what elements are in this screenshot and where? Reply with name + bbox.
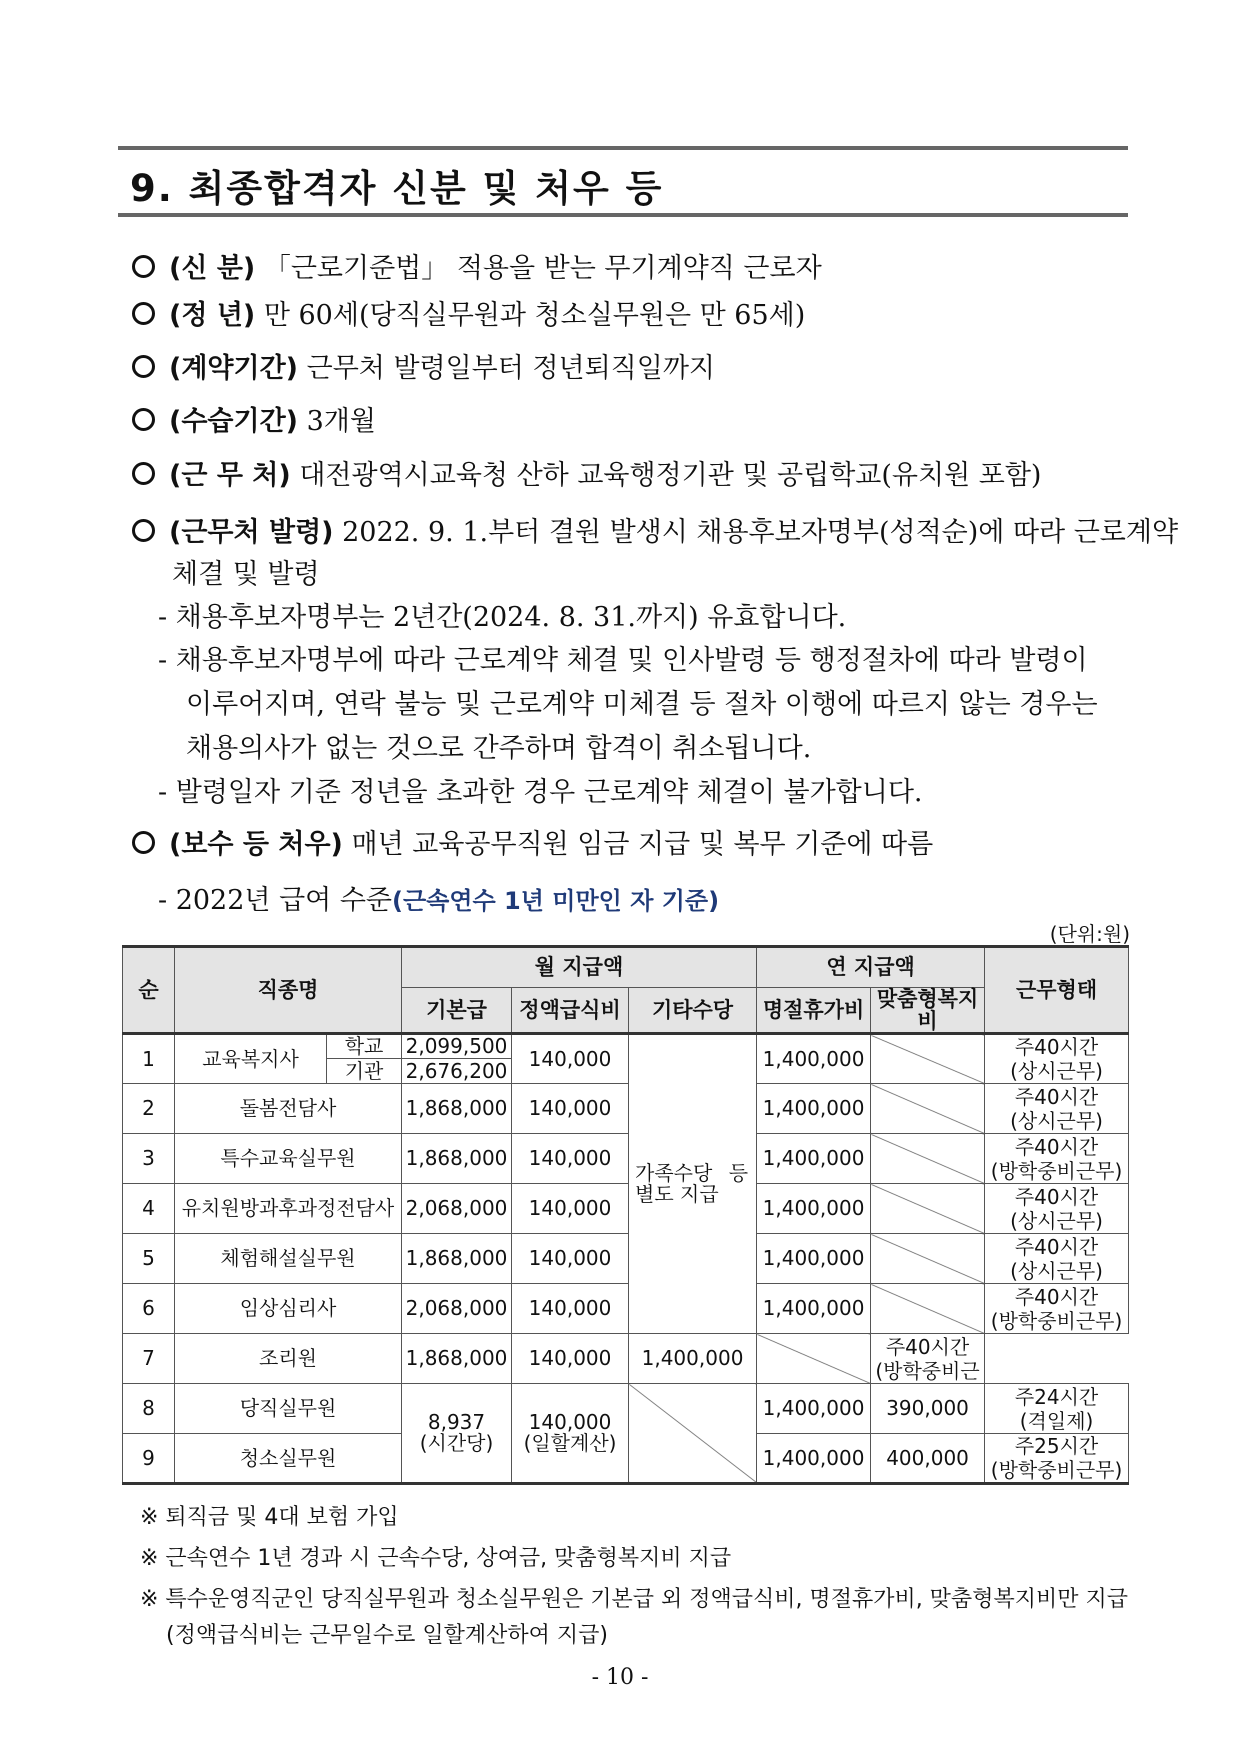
circle-bullet-icon (132, 462, 155, 485)
cell-no: 8 (123, 1384, 175, 1434)
header-meal: 정액급식비 (512, 988, 629, 1034)
cell-no: 6 (123, 1284, 175, 1334)
cell-job: 체험해설실무원 (175, 1234, 402, 1284)
cell-meal: 140,000 (512, 1234, 629, 1284)
cell-holiday: 1,400,000 (757, 1284, 871, 1334)
cell-no: 1 (123, 1034, 175, 1084)
cell-work: 주40시간 (방학중비근무) (985, 1134, 1129, 1184)
cell-meal: 140,000 (512, 1084, 629, 1134)
cell-other-allowance: 가족수당 등 별도 지급 (629, 1034, 757, 1334)
cell-no: 2 (123, 1084, 175, 1134)
cell-base: 2,068,000 (402, 1184, 512, 1234)
cell-meal: 140,000 (512, 1134, 629, 1184)
cell-meal: 140,000 (512, 1034, 629, 1084)
cell-base: 1,868,000 (402, 1234, 512, 1284)
cell-job: 조리원 (175, 1334, 402, 1384)
bullet-procedure-line3: 채용의사가 없는 것으로 간주하며 합격이 취소됩니다. (186, 733, 812, 764)
cell-base-shared: 8,937 (시간당) (402, 1384, 512, 1484)
cell-no: 4 (123, 1184, 175, 1234)
table-row (123, 1134, 1129, 1184)
cell-job: 교육복지사 (175, 1034, 327, 1084)
cell-job: 돌봄전담사 (175, 1084, 402, 1134)
cell-holiday: 1,400,000 (757, 1084, 871, 1134)
cell-welfare-empty (871, 1284, 985, 1334)
item-contract-period: (계약기간) 근무처 발령일부터 정년퇴직일까지 (132, 346, 715, 385)
item-probation: (수습기간) 3개월 (132, 399, 376, 438)
cell-no: 9 (123, 1434, 175, 1484)
cell-welfare-empty (871, 1184, 985, 1234)
item-status: (신 분) 「근로기준법」 적용을 받는 무기계약직 근로자 (132, 246, 822, 285)
header-other: 기타수당 (629, 988, 757, 1034)
cell-holiday: 1,400,000 (757, 1434, 871, 1484)
bullet-procedure-line2: 이루어지며, 연락 불능 및 근로계약 미체결 등 절차 이행에 따르지 않는 경우는 (186, 689, 1098, 720)
cell-base: 2,676,200 (402, 1059, 512, 1084)
note-special-cont: (정액급식비는 근무일수로 일할계산하여 지급) (166, 1623, 608, 1648)
item-appointment-cont: 체결 및 발령 (172, 559, 320, 590)
cell-sub: 기관 (327, 1059, 402, 1084)
cell-work: 주40시간 (방학중비근 (871, 1334, 985, 1384)
cell-no: 3 (123, 1134, 175, 1184)
cell-welfare-empty (757, 1334, 871, 1384)
cell-holiday: 1,400,000 (757, 1184, 871, 1234)
note-seniority: ※ 근속연수 1년 경과 시 근속수당, 상여금, 맞춤형복지비 지급 (140, 1546, 732, 1571)
section-bottom-rule (118, 213, 1128, 217)
cell-job: 유치원방과후과정전담사 (175, 1184, 402, 1234)
circle-bullet-icon (132, 408, 155, 431)
note-retirement: ※ 퇴직금 및 4대 보험 가입 (140, 1505, 399, 1530)
cell-welfare-empty (871, 1084, 985, 1134)
table-row (123, 1284, 1129, 1334)
section-title: 9. 최종합격자 신분 및 처우 등 (130, 167, 664, 210)
cell-work: 주40시간 (상시근무) (985, 1234, 1129, 1284)
header-monthly: 월 지급액 (402, 947, 757, 988)
cell-work: 주40시간 (상시근무) (985, 1034, 1129, 1084)
cell-meal: 140,000 (512, 1334, 629, 1384)
header-work: 근무형태 (985, 947, 1129, 1034)
circle-bullet-icon (132, 255, 155, 278)
cell-welfare-empty (871, 1234, 985, 1284)
cell-welfare-empty (871, 1134, 985, 1184)
cell-welfare: 390,000 (871, 1384, 985, 1434)
item-retirement: (정 년) 만 60세(당직실무원과 청소실무원은 만 65세) (132, 293, 805, 332)
cell-holiday: 1,400,000 (757, 1384, 871, 1434)
cell-holiday: 1,400,000 (757, 1234, 871, 1284)
item-workplace: (근 무 처) 대전광역시교육청 산하 교육행정기관 및 공립학교(유치원 포함) (132, 453, 1041, 492)
cell-work: 주40시간 (상시근무) (985, 1084, 1129, 1134)
table-row (123, 1184, 1129, 1234)
cell-sub: 학교 (327, 1034, 402, 1059)
cell-work: 주40시간 (방학중비근무) (985, 1284, 1129, 1334)
bullet-age-limit: - 발령일자 기준 정년을 초과한 경우 근로계약 체결이 불가합니다. (158, 777, 923, 808)
note-special: ※ 특수운영직군인 당직실무원과 청소실무원은 기본급 외 정액급식비, 명절휴가비, 맞춤형복지비만 지급 (140, 1587, 1128, 1612)
item-pay: (보수 등 처우) 매년 교육공무직원 임금 지급 및 복무 기준에 따름 (132, 822, 933, 861)
header-welfare: 맞춤형복지비 (871, 988, 985, 1034)
pay-table (122, 945, 1129, 1485)
cell-other-empty (629, 1384, 757, 1484)
cell-meal: 140,000 (512, 1284, 629, 1334)
circle-bullet-icon (132, 355, 155, 378)
header-holiday: 명절휴가비 (757, 988, 871, 1034)
cell-job: 청소실무원 (175, 1434, 402, 1484)
table-row (123, 1334, 1129, 1384)
header-annual: 연 지급액 (757, 947, 985, 988)
section-top-rule (118, 146, 1128, 150)
cell-job: 특수교육실무원 (175, 1134, 402, 1184)
cell-job: 당직실무원 (175, 1384, 402, 1434)
bullet-procedure-line1: - 채용후보자명부에 따라 근로계약 체결 및 인사발령 등 행정절차에 따라 발령이 (158, 645, 1088, 676)
page-number: - 10 - (591, 1665, 649, 1690)
cell-work: 주40시간 (상시근무) (985, 1184, 1129, 1234)
item-appointment: (근무처 발령) 2022. 9. 1.부터 결원 발생시 채용후보자명부(성적순)에 따라 근로계약 (132, 510, 1178, 549)
cell-work: 주24시간 (격일제) (985, 1384, 1129, 1434)
cell-no: 5 (123, 1234, 175, 1284)
circle-bullet-icon (132, 831, 155, 854)
circle-bullet-icon (132, 519, 155, 542)
header-base: 기본급 (402, 988, 512, 1034)
table-row (123, 1034, 1129, 1059)
cell-meal-shared: 140,000 (일할계산) (512, 1384, 629, 1484)
circle-bullet-icon (132, 302, 155, 325)
unit-label: (단위:원) (1049, 922, 1130, 946)
cell-no: 7 (123, 1334, 175, 1384)
table-row (123, 1234, 1129, 1284)
cell-base: 1,868,000 (402, 1084, 512, 1134)
bullet-validity: - 채용후보자명부는 2년간(2024. 8. 31.까지) 유효합니다. (158, 602, 847, 633)
cell-welfare-empty (871, 1034, 985, 1084)
header-no: 순 (123, 947, 175, 1034)
table-row (123, 1084, 1129, 1134)
cell-holiday: 1,400,000 (757, 1034, 871, 1084)
cell-holiday: 1,400,000 (629, 1334, 757, 1384)
header-job: 직종명 (175, 947, 402, 1034)
table-row (123, 1384, 1129, 1434)
cell-base: 2,099,500 (402, 1034, 512, 1059)
cell-welfare: 400,000 (871, 1434, 985, 1484)
cell-holiday: 1,400,000 (757, 1134, 871, 1184)
cell-base: 1,868,000 (402, 1134, 512, 1184)
cell-base: 1,868,000 (402, 1334, 512, 1384)
pay-level: - 2022년 급여 수준(근속연수 1년 미만인 자 기준) (158, 885, 720, 916)
cell-work: 주25시간 (방학중비근무) (985, 1434, 1129, 1484)
cell-base: 2,068,000 (402, 1284, 512, 1334)
cell-meal: 140,000 (512, 1184, 629, 1234)
cell-job: 임상심리사 (175, 1284, 402, 1334)
